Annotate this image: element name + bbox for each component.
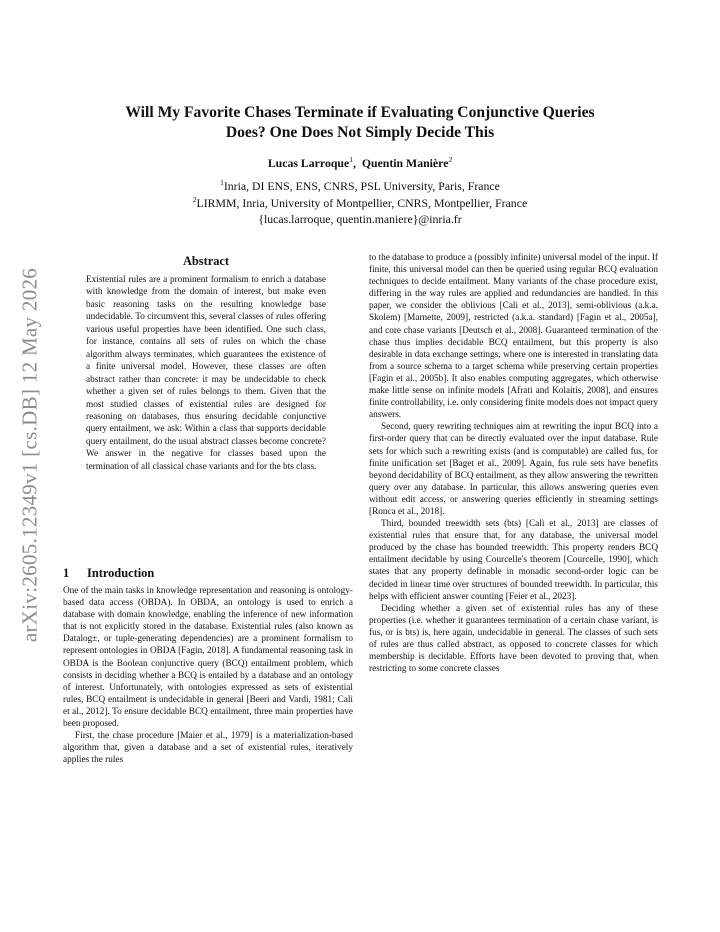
introduction-right-column xyxy=(369,252,658,675)
author-name-2: Quentin Manière xyxy=(361,155,449,170)
introduction-left-column xyxy=(63,585,353,766)
affiliation-mark-2: 2 xyxy=(192,195,197,204)
affiliation-1 xyxy=(60,178,660,194)
title-line-2: Does? One Does Not Simply Decide This xyxy=(225,124,495,141)
author-emails: {lucas.larroque, quentin.maniere}@inria.fr xyxy=(258,212,462,226)
paragraph: First, the chase procedure [Maier et al., 1979] is a materialization-based algorithm that, given a database and a set of existential rules, iteratively applies the rules xyxy=(63,731,353,766)
author-affiliation-mark-2: 2 xyxy=(448,155,453,164)
arxiv-identifier-text: arXiv:2605.12349v1 [cs.DB] 12 May 2026 xyxy=(17,267,42,643)
author-name-1: Lucas Larroque xyxy=(267,155,350,170)
paragraph: Third, bounded treewidth sets (bts) [Calì et al., 2013] are classes of existential rules that ensure that, for any database, the universal model produced by the chase has bounded treewidth. This property renders BCQ entailment decidable by using Courcelle's theorem [Courcelle, 1990], which states that any property definable in monadic second-order logic can be decided in linear time over structures of bounded treewidth. In particular, this helps with efficient answer counting [Feier et al., 2023]. xyxy=(369,519,658,602)
paragraph: One of the main tasks in knowledge representation and reasoning is ontology-based data access (OBDA). In OBDA, an ontology is used to enrich a database with domain knowledge, enabling the inference of new information that is not explicitly stored in the database. Existential rules (also known as Datalog±, or tuple-generating dependencies) are a prominent formalism to represent ontologies in OBDA [Fagin, 2018]. A fundamental reasoning task in OBDA is the Boolean conjunctive query (BCQ) entailment problem, which consists in deciding whether a BCQ is entailed by a database and an ontology of interest. Unfortunately, with ontologies expressed as sets of existential rules, BCQ entailment is undecidable in general [Beeri and Vardi, 1981; Calì et al., 2012]. To ensure decidable BCQ entailment, three main properties have been proposed. xyxy=(63,586,353,730)
paper-title xyxy=(60,103,660,143)
affiliation-mark-1: 1 xyxy=(220,178,224,187)
section-heading-introduction xyxy=(63,566,353,581)
paragraph: to the database to produce a (possibly infinite) universal model of the input. If finite, this universal model can then be queried using regular BCQ evaluation techniques to decide entailment. Many variants of the chase procedure exist, differing in the way rules are applied and redundancies are handled. In this paper, we consider the oblivious [Calì et al., 2013], semi-oblivious (a.k.a. Skolem) [Marnette, 2009], restricted (a.k.a. standard) [Fagin et al., 2005a], and core chase variants [Deutsch et al., 2008]. Guaranteed termination of the chase thus implies decidable BCQ entailment, but this property is also desirable in data exchange settings, where one is interested in translating data from a source schema to a target schema while preserving certain properties [Fagin et al., 2005b]. It also enables computing aggregates, which otherwise make little sense on infinite models [Afrati and Kolaitis, 2008], and ensures finite controllability, i.e. only considering finite models does not impact query answers. xyxy=(369,253,658,421)
paragraph: Deciding whether a given set of existential rules has any of these properties (i.e. whether it guarantees termination of a certain chase variant, is fus, or is bts) is, here again, undecidable in general. The classes of such sets of rules are thus called abstract, as opposed to concrete classes for which membership is decidable. Efforts have been devoted to proving that, when restricting to some concrete classes xyxy=(369,603,658,675)
section-number: 1 xyxy=(63,566,70,580)
author-separator: , xyxy=(352,155,356,170)
affiliation-text-2: LIRMM, Inria, University of Montpellier, CNRS, Montpellier, France xyxy=(196,195,528,210)
affiliation-text-1: Inria, DI ENS, ENS, CNRS, PSL University, Paris, France xyxy=(223,178,500,193)
author-affiliation-mark-1: 1 xyxy=(349,155,353,164)
author-list xyxy=(60,155,660,171)
abstract-text: Existential rules are a prominent formalism to enrich a database with knowledge from the domain of interest, but make even basic reasoning tasks on the resulting knowledge base undecidable. To circumvent this, several classes of rules offering various useful properties have been identified. One such class, for instance, contains all sets of rules on which the chase algorithm always terminates, which guarantees the existence of a finite universal model. However, these classes are often abstract rather than concrete: it may be undecidable to check whether a given set of rules belongs to them. Given that the most studied classes of existential rules are designed for reasoning on databases, thus ensuring decidable conjunctive query entailment, we ask: Within a class that supports decidable query entailment, do the usual abstract classes become concrete? We answer in the negative for classes based upon the termination of all classical chase variants and for the bts class. xyxy=(86,275,326,472)
paragraph: Second, query rewriting techniques aim at rewriting the input BCQ into a first-order query that can be directly evaluated over the input database. Rule sets for which such a rewriting exists (and is computable) are called fus, for finite unification set [Baget et al., 2009]. Again, fus rule sets have benefits beyond decidability of BCQ entailment, as they allow answering the rewritten query over any database. In particular, this allows answering queries even without edit access, or answering queries efficiently in streaming settings [Ronca et al., 2018]. xyxy=(369,422,658,517)
arxiv-identifier-stamp xyxy=(10,255,50,655)
affiliation-2 xyxy=(60,195,660,211)
title-line-1: Will My Favorite Chases Terminate if Evaluating Conjunctive Queries xyxy=(125,104,595,121)
section-title: Introduction xyxy=(87,566,155,580)
abstract-heading: Abstract xyxy=(182,254,230,268)
